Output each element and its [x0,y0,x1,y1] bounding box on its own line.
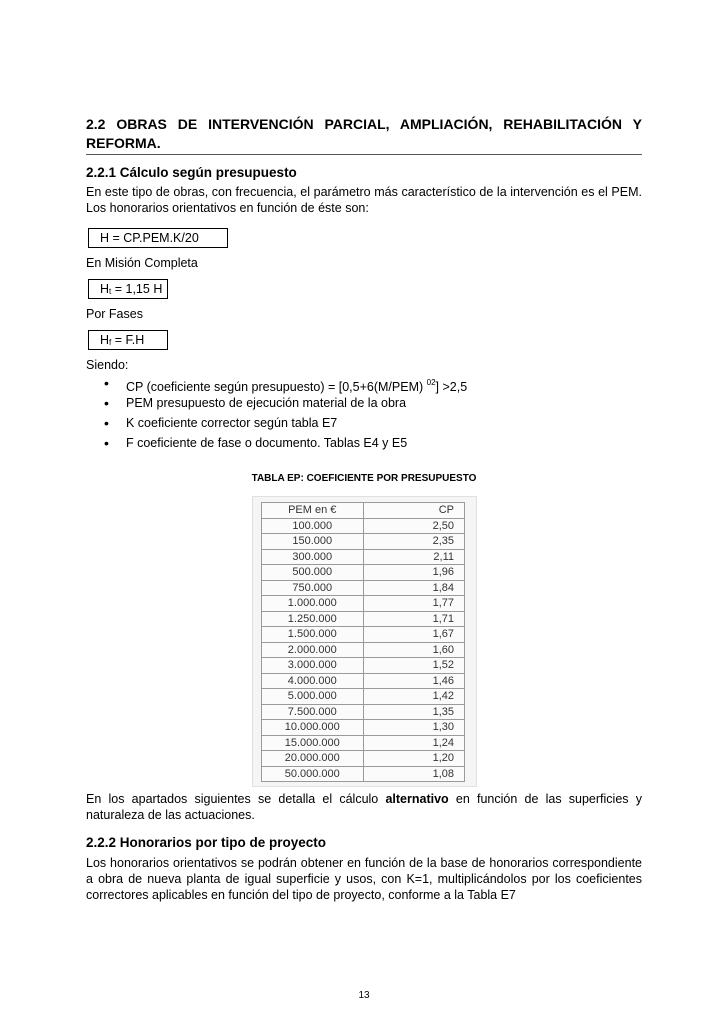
pem-cell: 15.000.000 [262,735,364,751]
cp-cell: 2,35 [363,534,465,550]
pem-cell: 1.250.000 [262,611,364,627]
table-row [262,611,465,627]
formula-ht-box [88,279,168,299]
table-row [262,565,465,581]
cp-cell: 1,60 [363,642,465,658]
table-row [262,735,465,751]
formula-hf-sub: f [109,338,112,347]
table-row [262,766,465,782]
cp-text-end: ] >2,5 [435,380,468,394]
cp-cell: 1,84 [363,580,465,596]
pem-cell: 3.000.000 [262,658,364,674]
cp-cell: 1,96 [363,565,465,581]
pem-cell: 5.000.000 [262,689,364,705]
tipo-proyecto-paragraph: Los honorarios orientativos se podrán obtener en función de la base de honorarios correspondiente a obra de nueva planta de igual superficie y usos, con K=1, multiplicándolos por los coeficientes correctores aplicables en función del tipo de proyecto, conforme a la Tabla E7 [86,856,642,902]
table-row [262,534,465,550]
table-row [262,642,465,658]
cp-cell: 1,24 [363,735,465,751]
table-row [262,518,465,534]
header-pem: PEM en € [262,503,364,519]
pem-cell: 2.000.000 [262,642,364,658]
cp-exponent: 02 [426,378,436,387]
formula-hf-h: H [100,333,110,347]
list-item-cp [104,375,644,395]
table-row [262,689,465,705]
section-title-line2: REFORMA. [86,135,161,151]
cp-cell: 1,42 [363,689,465,705]
pem-cell: 50.000.000 [262,766,364,782]
por-fases-label: Por Fases [86,307,143,321]
after-table-text-end: en función de las superficies y naturaleza de las actuaciones. [86,792,642,822]
table-header-row [262,503,465,519]
cp-cell: 2,11 [363,549,465,565]
pem-cell: 20.000.000 [262,751,364,767]
pem-cell: 1.500.000 [262,627,364,643]
formula-ht-h: H [100,282,110,296]
section-title [86,115,642,153]
cp-cell: 1,52 [363,658,465,674]
cp-cell: 1,71 [363,611,465,627]
table-row [262,673,465,689]
formula-hf-rest: = F.H [111,333,145,347]
table-body [262,518,465,782]
table-row [262,751,465,767]
list-item-pem: • PEM presupuesto de ejecución material de la obra [104,395,644,415]
table-row [262,704,465,720]
pem-cell: 7.500.000 [262,704,364,720]
table-row [262,658,465,674]
definitions-list [104,375,644,455]
cp-cell: 1,20 [363,751,465,767]
heading-2-2-1: 2.2.1 Cálculo según presupuesto [86,165,297,180]
section-title-line1: 2.2 OBRAS DE INTERVENCIÓN PARCIAL, AMPLIACIÓN, REHABILITACIÓN Y [86,116,642,132]
cp-cell: 1,30 [363,720,465,736]
formula-hf-box [88,330,168,350]
cp-cell: 1,67 [363,627,465,643]
formula-ht-sub: t [109,287,112,296]
cp-cell: 2,50 [363,518,465,534]
coefficient-table [261,502,465,782]
table-caption: TABLA EP: COEFICIENTE POR PRESUPUESTO [251,473,477,484]
pem-cell: 500.000 [262,565,364,581]
list-item-f: • F coeficiente de fase o documento. Tablas E4 y E5 [104,435,644,455]
title-underline [86,154,642,155]
pem-cell: 300.000 [262,549,364,565]
table-row [262,549,465,565]
pem-cell: 4.000.000 [262,673,364,689]
table-row [262,720,465,736]
after-table-paragraph [86,791,642,823]
mision-completa-label: En Misión Completa [86,256,198,270]
cp-cell: 1,77 [363,596,465,612]
cp-text: CP (coeficiente según presupuesto) = [0,5+6(M/PEM) [126,380,427,394]
siendo-label: Siendo: [86,358,129,372]
pem-cell: 1.000.000 [262,596,364,612]
table-image-frame [252,496,477,787]
after-table-text-start: En los apartados siguientes se detalla el cálculo [86,792,386,806]
page-number: 13 [358,990,370,1001]
list-item-k: • K coeficiente corrector según tabla E7 [104,415,644,435]
heading-2-2-2: 2.2.2 Honorarios por tipo de proyecto [86,835,327,850]
cp-cell: 1,08 [363,766,465,782]
pem-cell: 150.000 [262,534,364,550]
table-row [262,580,465,596]
formula-h-box [88,228,228,248]
pem-cell: 10.000.000 [262,720,364,736]
header-cp: CP [363,503,465,519]
pem-cell: 750.000 [262,580,364,596]
cp-cell: 1,46 [363,673,465,689]
formula-ht-rest: = 1,15 H [111,282,163,296]
pem-cell: 100.000 [262,518,364,534]
cp-cell: 1,35 [363,704,465,720]
after-table-bold: alternativo [385,792,449,806]
formula-h: H = CP.PEM.K/20 [100,231,199,245]
table-row [262,627,465,643]
intro-paragraph: En este tipo de obras, con frecuencia, el parámetro más característico de la intervención es el PEM. Los honorarios orientativos en función de éste son: [86,185,642,215]
table-row [262,596,465,612]
